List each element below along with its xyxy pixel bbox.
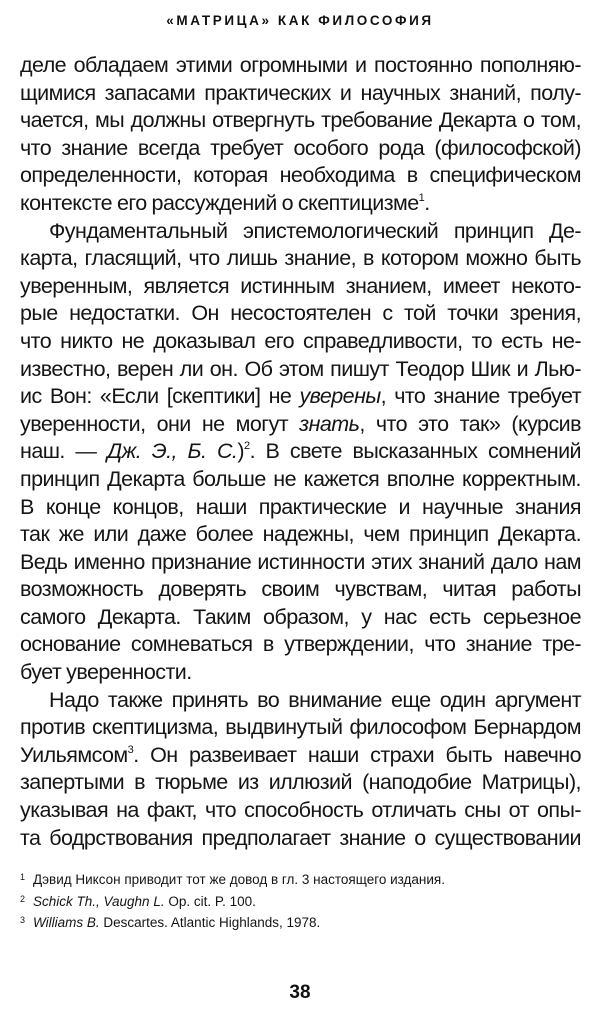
text-line: самого Декарта. Таким образом, у нас есть серьезное bbox=[20, 604, 581, 629]
text-span: уверенности, они не могут bbox=[20, 411, 300, 436]
footnote-ref-2[interactable]: 2 bbox=[243, 440, 250, 453]
text-line bbox=[20, 742, 581, 770]
footnote-number: 1 bbox=[20, 872, 26, 882]
body-text bbox=[20, 52, 581, 852]
footnote-ref-3[interactable]: 3 bbox=[127, 743, 134, 756]
running-header: «МАТРИЦА» КАК ФИЛОСОФИЯ bbox=[166, 13, 434, 28]
text-line bbox=[20, 383, 581, 411]
text-line bbox=[20, 190, 581, 218]
text-span: Уильямсом bbox=[20, 742, 128, 767]
text-line: что никто не доказывал его справедливости, то есть не- bbox=[20, 328, 581, 353]
text-line: указывая на факт, что способность отличать сны от опы- bbox=[20, 798, 581, 823]
footnote-text: Op. cit. P. 100. bbox=[164, 893, 256, 909]
page-number: 38 bbox=[289, 982, 311, 1003]
text-span: наш. — bbox=[20, 439, 107, 464]
text-line: деле обладаем этими огромными и постоянно пополняю- bbox=[20, 53, 581, 77]
text-line: известно, верен ли он. Об этом пишут Теодор Шик и Лью- bbox=[20, 356, 581, 381]
text-line: бует уверенности. bbox=[20, 660, 192, 685]
text-line: запертыми в тюрьме из иллюзий (наподобие Матрицы), bbox=[20, 770, 581, 795]
italic-span: уверены bbox=[299, 384, 381, 409]
footnote-2 bbox=[20, 890, 580, 912]
text-span: . bbox=[424, 190, 430, 215]
text-line: Ведь именно признание истинности этих знаний дало нам bbox=[20, 549, 581, 574]
text-span: . В свете высказанных сомнений bbox=[249, 439, 581, 464]
footnote-number: 3 bbox=[20, 915, 26, 925]
footnote-text: Descartes. Atlantic Highlands, 1978. bbox=[99, 915, 321, 930]
footnote-3 bbox=[20, 911, 580, 933]
text-line: так же или даже более надежны, чем принцип Декарта. bbox=[20, 522, 581, 547]
text-line: основание сомневаться в утверждении, что знание тре- bbox=[20, 632, 581, 657]
footnote-author: Schick Th., Vaughn L. bbox=[33, 893, 165, 909]
text-line bbox=[20, 411, 581, 439]
text-line: возможность доверять своим чувствам, читая работы bbox=[20, 577, 581, 602]
text-line: уверенным, является истинным знанием, имеет некото- bbox=[20, 273, 581, 298]
text-line: та бодрствования предполагает знание о существовании bbox=[20, 825, 581, 850]
text-span: , что знание требует bbox=[380, 384, 581, 409]
text-line: что знание всегда требует особого рода (философской) bbox=[20, 135, 581, 160]
text-span: , что это так» (курсив bbox=[359, 411, 581, 436]
text-line: В конце концов, наши практические и научные знания bbox=[20, 494, 581, 519]
text-span: ) bbox=[237, 439, 244, 464]
footnote-ref-1[interactable]: 1 bbox=[418, 191, 425, 204]
text-span: ис Вон: «Если [скептики] не bbox=[20, 384, 300, 409]
text-line: определенности, которая необходима в специфическом bbox=[20, 163, 581, 188]
footnote-text: Дэвид Никсон приводит тот же довод в гл. 3 настоящего издания. bbox=[33, 872, 445, 887]
italic-span: Дж. Э., Б. С. bbox=[106, 439, 238, 464]
text-line: рые недостатки. Он несостоятелен с той точки зрения, bbox=[20, 301, 581, 326]
text-line: против скептицизма, выдвинутый философом Бернардом bbox=[20, 715, 581, 740]
text-line: карта, гласящий, что лишь знание, в котором можно быть bbox=[20, 246, 581, 271]
footnotes bbox=[20, 868, 580, 933]
italic-span: знать bbox=[299, 411, 360, 436]
footnote-number: 2 bbox=[20, 893, 26, 904]
footnote-1 bbox=[20, 868, 580, 890]
text-span: контексте его рассуждений о скептицизме bbox=[20, 190, 419, 215]
text-line: щимися запасами практических и научных знаний, полу- bbox=[20, 80, 581, 105]
footnote-author: Williams B. bbox=[33, 915, 100, 930]
text-line-paragraph-start: Надо также принять во внимание еще один аргумент bbox=[49, 687, 581, 712]
text-line-paragraph-start: Фундаментальный эпистемологический принцип Де- bbox=[49, 218, 581, 243]
text-span: . Он развеивает наши страхи быть навечно bbox=[133, 742, 581, 767]
text-line: чается, мы должны отвергнуть требование Декарта о том, bbox=[20, 108, 581, 133]
text-line bbox=[20, 438, 581, 466]
text-line: принцип Декарта больше не кажется вполне корректным. bbox=[20, 466, 581, 491]
